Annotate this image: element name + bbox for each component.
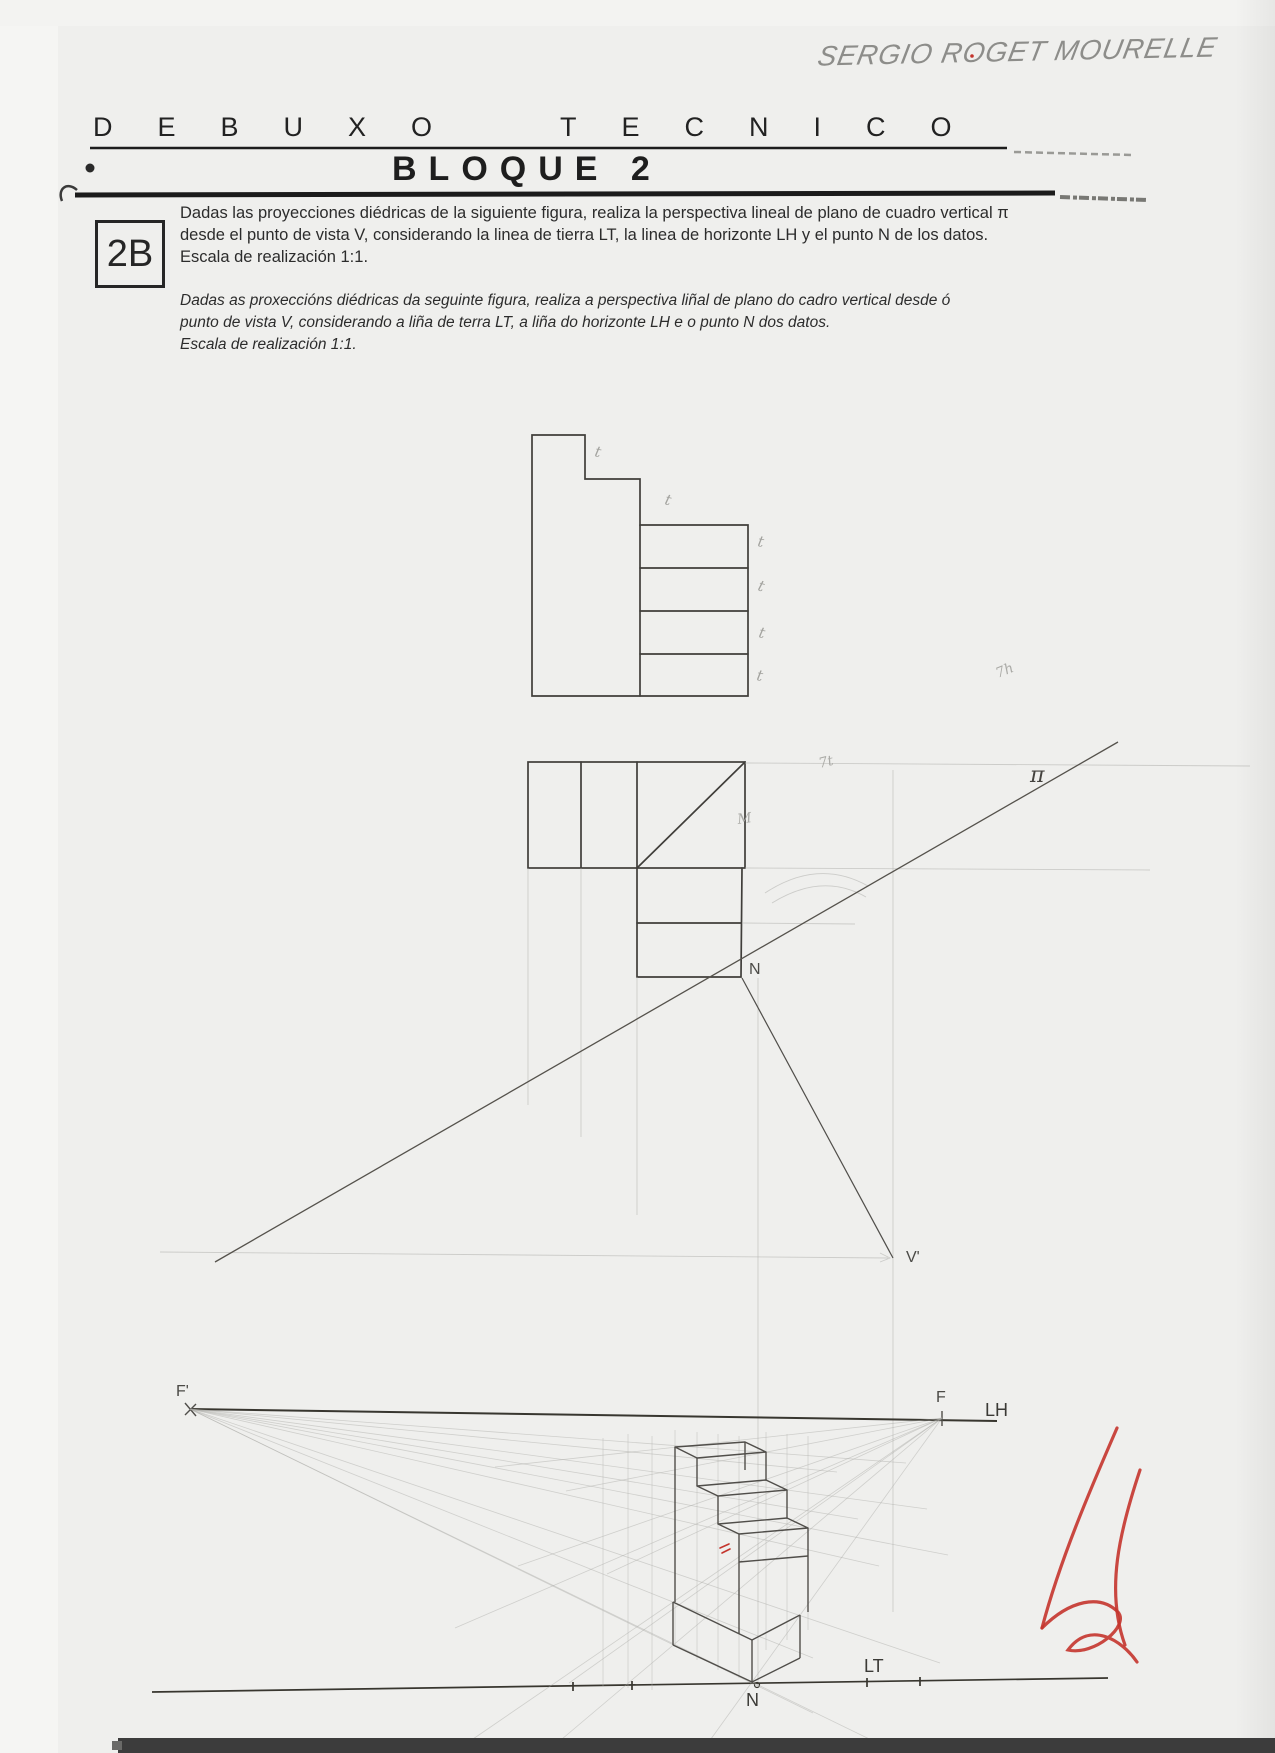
block-underline-faded xyxy=(1060,197,1148,200)
header-underline-faded xyxy=(1014,152,1133,155)
step4-edge xyxy=(739,1556,808,1562)
red-scribble xyxy=(1042,1602,1137,1662)
elevation-view xyxy=(532,435,768,696)
statement-es-line1: Dadas las proyecciones diédricas de la siguiente figura, realiza la perspectiva lineal de plano de cuadro vertical π xyxy=(180,204,1009,222)
f-left-label: F' xyxy=(176,1383,189,1400)
base-top-edges xyxy=(673,1602,800,1640)
pencil-mark-7t: 7t xyxy=(817,752,836,772)
measure-line-to-v xyxy=(160,1252,888,1258)
pencil-tick: t xyxy=(755,666,765,685)
statement-es-line2: desde el punto de vista V, considerando la linea de tierra LT, la linea de horizonte LH y el punto N de los datos. xyxy=(180,226,989,244)
statement-gl-line1: Dadas as proxeccións diédricas da seguinte figura, realiza a perspectiva liñal de plano do cadro vertical desde ó xyxy=(180,292,951,309)
red-correction-mark xyxy=(720,1544,730,1553)
ink-blob xyxy=(86,164,95,173)
construction-rays-from-f-right xyxy=(455,1418,942,1750)
block-underline xyxy=(75,193,1055,195)
f-right-label: F xyxy=(936,1389,946,1406)
statement-gl-line2: punto de vista V, considerando a liña de terra LT, a liña do horizonte LH e o punto N dos datos. xyxy=(180,314,831,331)
lt-line xyxy=(152,1678,1108,1692)
block-title: BLOQUE 2 xyxy=(392,150,662,188)
pencil-tick: t xyxy=(593,442,603,462)
lt-label: LT xyxy=(864,1656,884,1676)
statement-es xyxy=(180,202,1155,268)
statement-gl xyxy=(180,290,1155,356)
base-bottom-edges xyxy=(673,1645,800,1682)
construction-lines-middle xyxy=(160,763,1250,1686)
red-scribble xyxy=(1042,1428,1117,1628)
header-word-tecnico: TECNICO xyxy=(560,112,997,142)
statement-gl-line3: Escala de realización 1:1. xyxy=(180,336,357,353)
pencil-mark-m: M xyxy=(736,810,753,828)
statement-es-line3: Escala de realización 1:1. xyxy=(180,248,369,266)
perspective-staircase xyxy=(673,1442,808,1682)
pencil-tick: t xyxy=(663,490,674,510)
lh-line xyxy=(190,1409,997,1421)
pencil-arc xyxy=(772,886,866,903)
pencil-tick: t xyxy=(755,576,767,596)
construction-rays-from-f-left xyxy=(190,1409,948,1750)
student-name-handwriting: SERGIO ROGET MOURELLE xyxy=(815,31,1221,72)
pi-label: π xyxy=(1030,763,1045,788)
pencil-arc xyxy=(765,874,868,893)
pi-trace xyxy=(215,742,1118,1262)
plan-diagonal xyxy=(637,762,745,868)
plan-view xyxy=(528,762,745,977)
v-prime-label: V' xyxy=(906,1249,920,1266)
picture-plane-line xyxy=(215,660,1118,1262)
n-ground-label: N xyxy=(746,1690,759,1710)
pencil-tick: t xyxy=(757,623,767,643)
scan-band xyxy=(118,1738,1275,1753)
header-word-debuxo: DEBUXO xyxy=(93,112,478,142)
pencil-mark-7h: 7h xyxy=(993,660,1017,682)
pencil-tick: t xyxy=(756,532,766,551)
scan-artifacts xyxy=(112,1738,1275,1753)
exercise-code-box xyxy=(95,220,165,288)
underline-hook xyxy=(61,186,77,201)
lh-label: LH xyxy=(985,1400,1009,1420)
n-to-v-line xyxy=(742,978,893,1258)
step3-top xyxy=(718,1518,808,1534)
exercise-code: 2B xyxy=(106,232,154,275)
ground-line-group xyxy=(152,1656,1108,1710)
step1-top xyxy=(675,1442,766,1458)
n-plan-label: N xyxy=(749,961,761,978)
